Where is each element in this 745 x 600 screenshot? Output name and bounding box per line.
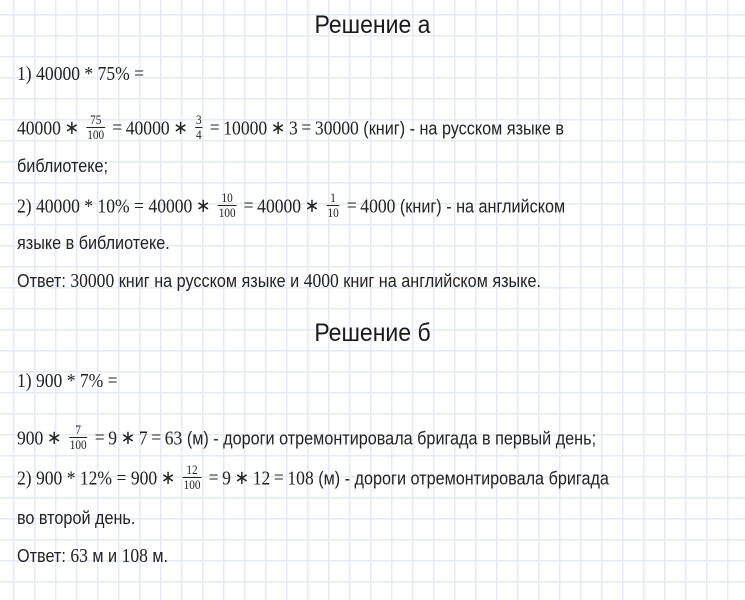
- section-a-answer: [17, 271, 541, 292]
- math-equals: =: [151, 428, 162, 450]
- section-a-step1: [17, 64, 144, 85]
- math-number: 40000: [125, 118, 170, 140]
- fraction: [86, 114, 105, 141]
- math-number: 900: [17, 428, 44, 450]
- fraction: [69, 424, 88, 451]
- math-number: 7: [138, 428, 148, 450]
- section-a-title: Решение а: [314, 11, 431, 39]
- fraction-denominator: 10: [327, 206, 339, 220]
- math-number: 900: [130, 468, 158, 490]
- step2-expression: 2) 40000 * 10% =: [17, 196, 144, 218]
- answer-label: Ответ:: [17, 546, 71, 566]
- result-description: (м) - дороги отремонтировала бригада: [313, 468, 609, 489]
- answer-number: 108: [121, 546, 148, 567]
- math-equals: =: [112, 118, 123, 140]
- section-b-step2: [17, 463, 609, 493]
- section-a-step2: [17, 191, 566, 221]
- math-number: 40000: [257, 196, 302, 218]
- math-equals: =: [209, 118, 220, 140]
- math-equals: =: [301, 118, 312, 140]
- fraction: [218, 192, 237, 219]
- result-description: (м) - дороги отремонтировала бригада в первый день;: [182, 428, 597, 449]
- math-number: 9: [222, 468, 231, 490]
- fraction-denominator: 100: [183, 478, 201, 492]
- math-result: 108: [287, 468, 314, 490]
- answer-number: 30000: [70, 271, 115, 292]
- section-b-step2-continuation: во второй день.: [17, 508, 136, 528]
- section-a-step1-calc: [17, 113, 565, 143]
- math-operator: ∗: [304, 196, 320, 218]
- math-operator: ∗: [234, 468, 250, 490]
- fraction-numerator: 10: [218, 192, 237, 206]
- math-operator: ∗: [160, 468, 176, 490]
- fraction-denominator: 100: [87, 128, 105, 142]
- math-operator: ∗: [270, 118, 286, 140]
- answer-number: 4000: [303, 271, 339, 292]
- fraction-numerator: 75: [86, 114, 105, 128]
- fraction-denominator: 4: [196, 128, 202, 142]
- answer-text: м и: [87, 546, 122, 566]
- fraction-numerator: 7: [69, 424, 88, 438]
- math-number: 9: [108, 428, 117, 450]
- step2-expression: 2) 900 * 12% =: [17, 468, 127, 490]
- result-description: (книг) - на английском: [395, 196, 566, 217]
- math-operator: ∗: [120, 428, 136, 450]
- result-description: (книг) - на русском языке в: [358, 118, 565, 139]
- math-operator: ∗: [46, 428, 62, 450]
- section-a-step2-continuation: языке в библиотеке.: [17, 233, 170, 253]
- fraction: [183, 464, 202, 491]
- section-b-answer: [17, 546, 168, 567]
- section-b-step1: [17, 371, 118, 392]
- answer-number: 63: [70, 546, 88, 567]
- section-b-step1-calc: [17, 423, 597, 453]
- math-operator: ∗: [64, 118, 80, 140]
- step1-expression: 1) 900 * 7% =: [17, 371, 118, 392]
- fraction-denominator: 100: [69, 438, 87, 452]
- fraction-denominator: 100: [218, 206, 236, 220]
- fraction: [327, 192, 340, 219]
- math-equals: =: [208, 468, 219, 490]
- math-number: 3: [289, 118, 298, 140]
- math-result: 30000: [314, 118, 359, 140]
- fraction-numerator: 12: [183, 464, 202, 478]
- fraction-numerator: 1: [327, 192, 340, 206]
- math-operator: ∗: [173, 118, 188, 140]
- math-result: 4000: [360, 196, 396, 218]
- math-number: 10000: [223, 118, 268, 140]
- fraction-numerator: 3: [196, 113, 202, 127]
- fraction: [195, 114, 202, 141]
- math-number: 40000: [148, 196, 193, 218]
- answer-text: книг на английском языке.: [338, 271, 541, 291]
- math-operator: ∗: [195, 196, 211, 218]
- math-result: 63: [164, 428, 183, 450]
- math-equals: =: [346, 196, 357, 218]
- math-number: 40000: [17, 118, 61, 140]
- section-a-step1-continuation: библиотеке;: [17, 156, 109, 176]
- answer-text: книг на русском языке и: [114, 271, 304, 291]
- math-equals: =: [273, 468, 284, 490]
- answer-text: м.: [147, 546, 169, 566]
- math-number: 12: [252, 468, 271, 490]
- step1-expression: 1): [17, 64, 32, 85]
- math-equals: =: [243, 196, 254, 218]
- section-b-title: Решение б: [314, 319, 431, 347]
- answer-label: Ответ:: [17, 271, 71, 291]
- math-equals: =: [94, 428, 105, 450]
- step1-expression-body: 40000 * 75% =: [36, 64, 145, 85]
